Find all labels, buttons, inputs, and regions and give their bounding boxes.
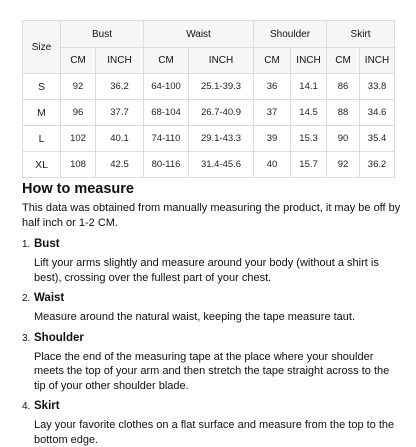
step-number: 1. <box>22 239 31 250</box>
skirt-cm-cell: 90 <box>327 126 360 152</box>
shoulder-cm-cell: 37 <box>254 100 291 126</box>
waist-inch-cell: 25.1-39.3 <box>189 74 254 100</box>
shoulder-cm-cell: 36 <box>254 74 291 100</box>
step-title: Skirt <box>34 400 60 412</box>
step-waist <box>22 290 402 325</box>
intro-text: This data was obtained from manually measuring the product, it may be off by half inch or 1-2 CM. <box>22 202 401 229</box>
step-title: Bust <box>34 238 60 250</box>
size-cell: M <box>23 100 61 126</box>
waist-inch-cell: 31.4-45.6 <box>189 152 254 178</box>
step-bust <box>22 236 402 285</box>
shoulder-inch-cell: 14.1 <box>291 74 327 100</box>
step-text: Measure around the natural waist, keeping the tape measure taut. <box>34 311 356 323</box>
waist-cm-cell: 64-100 <box>144 74 189 100</box>
step-skirt <box>22 398 402 447</box>
table-row <box>23 100 395 126</box>
step-text: Place the end of the measuring tape at the place where your shoulder meets the top of your arm and then stretch the tape straight across to the tip of your other shoulder blade. <box>34 350 390 392</box>
table-row <box>23 74 395 100</box>
step-number: 2. <box>22 293 31 304</box>
bust-inch-header: INCH <box>96 48 144 74</box>
bust-inch-cell: 40.1 <box>96 126 144 152</box>
step-shoulder <box>22 330 402 394</box>
step-number: 3. <box>22 332 31 344</box>
waist-inch-header: INCH <box>189 48 254 74</box>
skirt-inch-cell: 35.4 <box>360 126 395 152</box>
waist-inch-cell: 26.7-40.9 <box>189 100 254 126</box>
shoulder-cm-cell: 39 <box>254 126 291 152</box>
waist-group-header: Waist <box>144 21 254 48</box>
skirt-cm-cell: 86 <box>327 74 360 100</box>
shoulder-inch-cell: 15.7 <box>291 152 327 178</box>
bust-cm-cell: 102 <box>61 126 96 152</box>
bust-group-header: Bust <box>61 21 144 48</box>
skirt-inch-cell: 33.8 <box>360 74 395 100</box>
table-row <box>23 126 395 152</box>
size-column-header: Size <box>23 21 61 74</box>
skirt-inch-cell: 34.6 <box>360 100 395 126</box>
how-to-measure-section <box>22 180 402 447</box>
shoulder-cm-cell: 40 <box>254 152 291 178</box>
table-row <box>23 152 395 178</box>
shoulder-group-header: Shoulder <box>254 21 327 48</box>
bust-cm-cell: 92 <box>61 74 96 100</box>
bust-cm-header: CM <box>61 48 96 74</box>
bust-inch-cell: 36.2 <box>96 74 144 100</box>
waist-cm-cell: 80-116 <box>144 152 189 178</box>
measure-steps-list <box>22 236 402 447</box>
size-cell: L <box>23 126 61 152</box>
bust-cm-cell: 96 <box>61 100 96 126</box>
shoulder-inch-cell: 15.3 <box>291 126 327 152</box>
size-chart-table <box>22 20 395 178</box>
skirt-cm-header: CM <box>327 48 360 74</box>
bust-inch-cell: 42.5 <box>96 152 144 178</box>
step-text: Lift your arms slightly and measure around your body (without a shirt is best), crossing over the fullest part of your chest. <box>34 257 379 284</box>
shoulder-inch-cell: 14.5 <box>291 100 327 126</box>
step-title: Shoulder <box>34 331 84 344</box>
skirt-cm-cell: 88 <box>327 100 360 126</box>
waist-inch-cell: 29.1-43.3 <box>189 126 254 152</box>
waist-cm-cell: 74-110 <box>144 126 189 152</box>
waist-cm-cell: 68-104 <box>144 100 189 126</box>
step-text: Lay your favorite clothes on a flat surface and measure from the top to the bottom edge. <box>34 419 395 446</box>
bust-cm-cell: 108 <box>61 152 96 178</box>
step-title: Waist <box>34 292 65 304</box>
skirt-group-header: Skirt <box>327 21 395 48</box>
size-cell: S <box>23 74 61 100</box>
size-cell: XL <box>23 152 61 178</box>
section-title: How to measure <box>22 181 134 197</box>
shoulder-cm-header: CM <box>254 48 291 74</box>
step-number: 4. <box>22 401 31 412</box>
shoulder-inch-header: INCH <box>291 48 327 74</box>
skirt-cm-cell: 92 <box>327 152 360 178</box>
skirt-inch-header: INCH <box>360 48 395 74</box>
bust-inch-cell: 37.7 <box>96 100 144 126</box>
skirt-inch-cell: 36.2 <box>360 152 395 178</box>
waist-cm-header: CM <box>144 48 189 74</box>
